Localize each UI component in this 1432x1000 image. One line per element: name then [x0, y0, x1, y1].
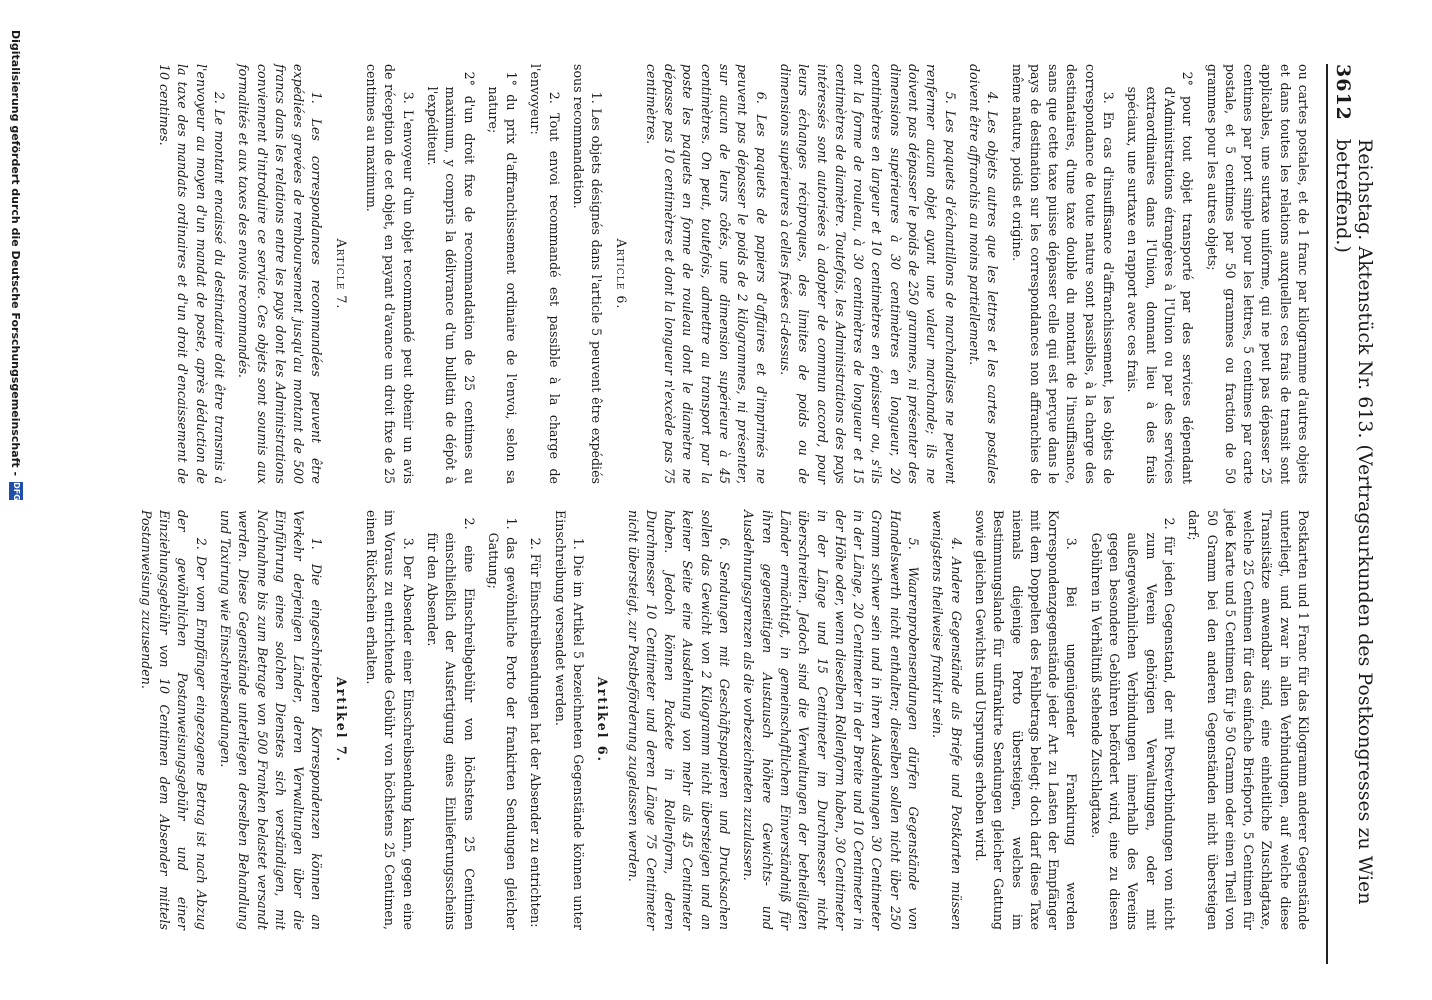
fr-paragraph: 3. L'envoyeur d'un objet recommandé peut obtenir un avis de réception de cet objet, en payant d'avance un droit fixe de 25 centimes au maximum.: [364, 64, 416, 484]
scanned-page: [0, 30, 1376, 970]
fr-paragraph: 4. Les objets autres que les lettres et les cartes postales doivent être affranchis au moins partiellement.: [966, 64, 1001, 484]
credit-text: Digitalisierung gefördert durch die Deutsche Forschungsgemeinschaft -: [9, 30, 23, 477]
de-paragraph: 2. für jeden Gegenstand, der mit Postverbindungen von nicht zum Verein gehörigen Verwaltungen, oder mit außergewöhnlichen Verbindungen innerhalb des Vereins gegen besondere Gebühren befördert wird, eine zu diesen Gebühren in Verhältniß stehende Zuschlagtaxe.: [1088, 517, 1177, 930]
de-article-7-title: Artikel 7.: [333, 676, 349, 764]
de-paragraph: 2. Der vom Empfänger eingezogene Betrag ist nach Abzug der gewöhnlichen Postanweisungsgebühr und einer Einziehungsgebühr von 10 Centimen dem Absender mittels Postanweisung zuzusenden.: [138, 510, 209, 930]
digitization-credit: [8, 30, 24, 970]
fr-paragraph: 2. Tout envoi recommandé est passible à la charge de l'envoyeur:: [528, 64, 562, 484]
fr-paragraph: 6. Les paquets de papiers d'affaires et d'imprimés ne peuvent pas dépasser le poids de 2 kilogrammes, ni présenter, sur aucun de leurs côtés, une dimension supérieure à 45 centimètres. On peut, toutefois, admettre au transport par la poste les paquets en forme de rouleau dont le diamètre ne dépasse pas 10 centimètres et dont la longueur n'excède pas 75 centimètres.: [643, 64, 769, 484]
de-paragraph: Postkarten und 1 Franc für das Kilogramm anderer Gegenstände unterliegt, und zwar in allen Verbindungen, auf welche diese Transitsätze anwendbar sind, eine einheitliche Zuschlagtaxe, welche 25 Centimen für das einfache Briefporto, 5 Centimen für jede Karte und 5 Centimen für je 50 Gramm oder einen Theil von 50 Gramm bei den anderen Gegenständen nicht übersteigen darf;: [1186, 510, 1311, 930]
de-list-item: 1. das gewöhnliche Porto der frankirten Sendungen gleicher Gattung;: [485, 517, 520, 930]
page-header: [1326, 64, 1376, 964]
de-article-6-title: Artikel 6.: [595, 676, 611, 764]
fr-paragraph: 5. Les paquets d'échantillons de marchandises ne peuvent renfermer aucun objet ayant une valeur marchande; ils ne doivent pas dépasser le poids de 250 grammes, ni présenter des dimensions supérieures à 30 centimètres en longueur, 20 centimètres en largeur et 10 centimètres en épaisseur ou, s'ils ont la forme de rouleau, à 30 centimètres de longueur et 15 centimètres de diamètre. Toutefois, les Administrations des pays intéressés sont autorisées à adopter de commun accord, pour leurs échanges réciproques, des limites de poids ou de dimensions supérieures à celles fixées ci-dessus.: [777, 64, 958, 484]
de-paragraph: 4. Andere Gegenstände als Briefe und Postkarten müssen wenigstens theilweise frankirt sein.: [930, 510, 964, 930]
fr-paragraph: 2. Le montant encaissé du destinataire doit être transmis à l'envoyeur au moyen d'un mandat de poste, après déduction de la taxe des mandats ordinaires et d'un droit d'encaissement de 10 centimes.: [157, 64, 227, 484]
fr-paragraph: 3. En cas d'insuffisance d'affranchissement, les objets de correspondance de toute nature sont passibles, à la charge des destinataires, d'une taxe double du montant de l'insuffisance, sans que cette taxe puisse dépasser celle qui est perçue dans le pays de destination sur les correspondances non affranchies de même nature, poids et origine.: [1009, 64, 1117, 484]
de-paragraph: 2. Für Einschreibsendungen hat der Absender zu entrichten:: [528, 537, 544, 928]
fr-paragraph: 1. Les objets désignés dans l'article 5 peuvent être expédiés sous recommandation.: [571, 64, 605, 484]
de-paragraph: 5. Waarenprobensendungen dürfen Gegenstände von Handelswerth nicht enthalten; dieselben sollen nicht über 250 Gramm schwer sein und in ihren Ausdehnungen 30 Centimeter in der Länge, 20 Centimeter in der Breite und 10 Centimeter in der Höhe oder, wenn dieselben Rollenform haben, 30 Centimeter in der Länge und 15 Centimeter im Durchmesser nicht überschreiten. Jedoch sind die Verwaltungen der betheiligten Länder ermächtigt, in gemeinschaftlichem Einverständniß für ihren gegenseitigen Austausch höhere Gewichts- und Ausdehnungsgrenzen als die vorbezeichneten zuzulassen.: [741, 510, 922, 930]
de-paragraph: 6. Sendungen mit Geschäftspapieren und Drucksachen sollen das Gewicht von 2 Kilogramm nicht übersteigen und an keiner Seite eine Ausdehnung von mehr als 45 Centimeter haben. Jedoch können Packete in Rollenform, deren Durchmesser 10 Centimeter und deren Länge 75 Centimeter nicht übersteigt, zur Postbeförderung zugelassen werden.: [625, 510, 733, 930]
dfg-logo: DFG: [9, 482, 23, 500]
fr-paragraph: 1. Les correspondances recommandées peuvent être expédiées grevées de remboursement jusqu'au montant de 500 francs dans les relations entre les pays dont les Administrations conviennent d'introduire ce service. Ces objets sont soumis aux formalités et aux taxes des envois recommandés.: [236, 64, 325, 484]
de-paragraph: 1. Die im Artikel 5 bezeichneten Gegenstände können unter Einschreibung versendet werden.: [552, 510, 587, 930]
de-list-item: 2. eine Einschreibgebühr von höchstens 25 Centimen einschließlich der Ausfertigung eines Einlieferungsscheins für den Absender.: [424, 517, 477, 930]
german-column: [130, 510, 1312, 930]
fr-list-item: 2° d'un droit fixe de recommandation de 25 centimes au maximum, y compris la délivrance d'un bulletin de dépôt à l'expéditeur.: [424, 71, 477, 484]
de-paragraph: 1. Die eingeschriebenen Korrespondenzen können an Verkehr derjenigen Länder, deren Verwaltungen über die Einführung eines solchen Dienstes sich verständigen, mit Nachnahme bis zum Betrage von 500 Franken belastet versandt werden. Diese Gegenstände unterliegen derselben Behandlung und Taxirung wie Einschreibsendungen.: [217, 510, 325, 930]
header-title: Reichstag. Aktenstück Nr. 613. (Vertragsurkunden des Postkongresses zu Wien betreffend.): [1332, 138, 1376, 905]
fr-list-item: 1° du prix d'affranchissement ordinaire de l'envoi, selon sa nature;: [485, 71, 520, 484]
de-paragraph: 3. Der Absender einer Einschreibsendung kann, gegen eine im Voraus zu entrichtende Gebühr von höchstens 25 Centimen, einen Rückschein erhalten.: [364, 510, 416, 930]
fr-paragraph: 2° pour tout objet transporté par des services dépendant d'Administrations étrangères à l'Union ou par des services extraordinaires dans l'Union, donnant lieu à des frais spéciaux, une surtaxe en rapport avec ces frais.: [1125, 71, 1196, 484]
page-number: 3612: [1332, 64, 1354, 121]
fr-article-6-title: Article 6.: [613, 238, 629, 310]
french-column: [149, 64, 1312, 484]
fr-paragraph: ou cartes postales, et de 1 franc par kilogramme d'autres objets et dans toutes les relations auxquelles ces frais de transit sont applicables, une surtaxe uniforme, qui ne peut pas dépasser 25 centimes par port simple pour les lettres, 5 centimes par carte postale, et 5 centimes par 50 grammes ou fraction de 50 grammes pour les autres objets;: [1204, 64, 1311, 484]
fr-article-7-title: Article 7.: [333, 238, 349, 310]
de-paragraph: 3. Bei ungenügender Frankirung werden Korrespondenzgegenstände jeder Art zu Lasten der Empfänger mit dem Doppelten des Fehlbetrags belegt; doch darf diese Taxe niemals diejenige Porto übersteigen, welches im Bestimmungslande für unfrankirte Sendungen gleicher Gattung sowie gleichen Gewichts und Ursprungs erhoben wird.: [972, 510, 1080, 930]
